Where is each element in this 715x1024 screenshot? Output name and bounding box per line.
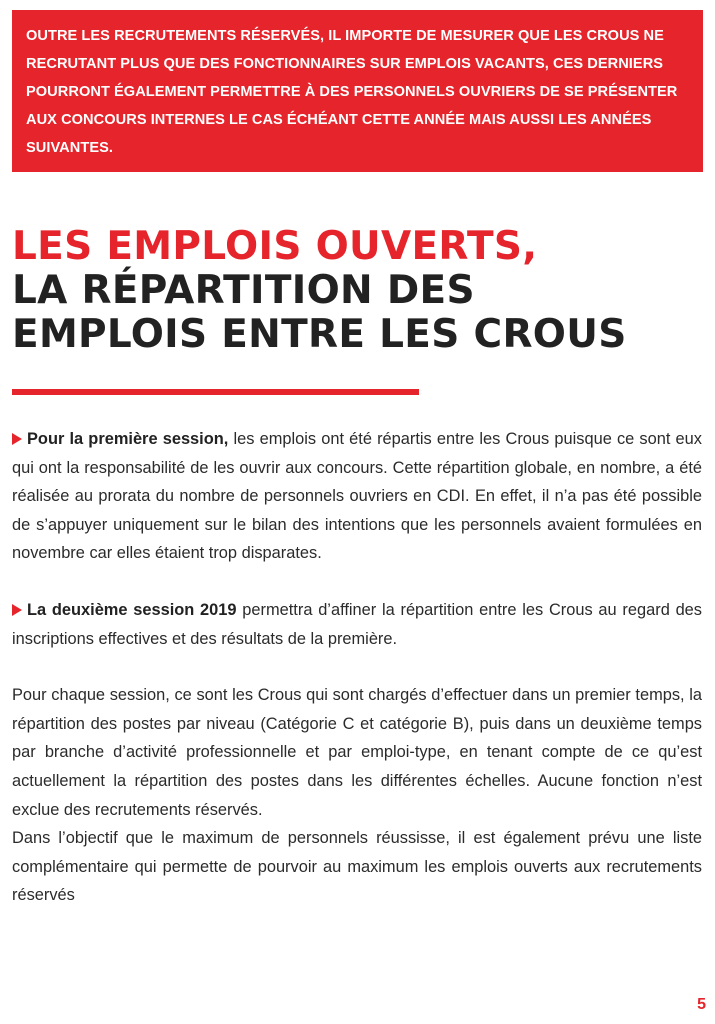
callout-box xyxy=(12,10,703,172)
paragraph-objective: Dans l’objectif que le maximum de personnels réussisse, il est également prévu une liste complémentaire qui permette de pourvoir au maximum les emplois ouverts aux recrutements réservés xyxy=(12,829,702,905)
heading-line-1: LES EMPLOIS OUVERTS, xyxy=(12,224,538,269)
heading-line-2: LA RÉPARTITION DES xyxy=(12,268,475,313)
section-heading xyxy=(12,225,702,357)
paragraph-lead: La deuxième session 2019 xyxy=(27,600,237,619)
paragraph-second-session xyxy=(12,596,702,653)
paragraph-text: permettra d’affiner la répartition entre les Crous au regard des inscriptions effectives et des résultats de la première. xyxy=(12,600,702,648)
arrow-bullet-icon xyxy=(12,604,22,616)
paragraph-first-session xyxy=(12,425,702,568)
paragraph-text: les emplois ont été répartis entre les Crous puisque ce sont eux qui ont la responsabilité de les ouvrir aux concours. Cette répartition globale, en nombre, a été réalisée au prorata du nombre de personnels ouvriers en CDI. En effet, il n’a pas été possible de s’appuyer uniquement sur le bilan des intentions que les personnels avaient formulées en novembre car elles étaient trop disparates. xyxy=(12,430,702,563)
page-number: 5 xyxy=(697,996,706,1013)
arrow-bullet-icon xyxy=(12,433,22,445)
paragraph-lead: Pour la première session, xyxy=(27,430,229,448)
heading-line-3: EMPLOIS ENTRE LES CROUS xyxy=(12,312,627,357)
paragraph-each-session: Pour chaque session, ce sont les Crous qui sont chargés d’effectuer dans un premier temps, la répartition des postes par niveau (Catégorie C et catégorie B), puis dans un deuxième temps par branche d’activité professionnelle et par emploi-type, en tenant compte de ce qu’est actuellement la répartition des postes dans les différentes échelles. Aucune fonction n’est exclue des recrutements réservés. xyxy=(12,686,702,819)
callout-text: OUTRE LES RECRUTEMENTS RÉSERVÉS, IL IMPORTE DE MESURER QUE LES CROUS NE RECRUTANT PLUS QUE DES FONCTIONNAIRES SUR EMPLOIS VACANTS, CES DERNIERS POURRONT ÉGALEMENT PERMETTRE À DES PERSONNELS OUVRIERS DE SE PRÉSENTER AUX CONCOURS INTERNES LE CAS ÉCHÉANT CETTE ANNÉE MAIS AUSSI LES ANNÉES SUIVANTES. xyxy=(26,28,678,156)
heading-underline xyxy=(12,389,419,395)
body-text xyxy=(12,425,702,910)
